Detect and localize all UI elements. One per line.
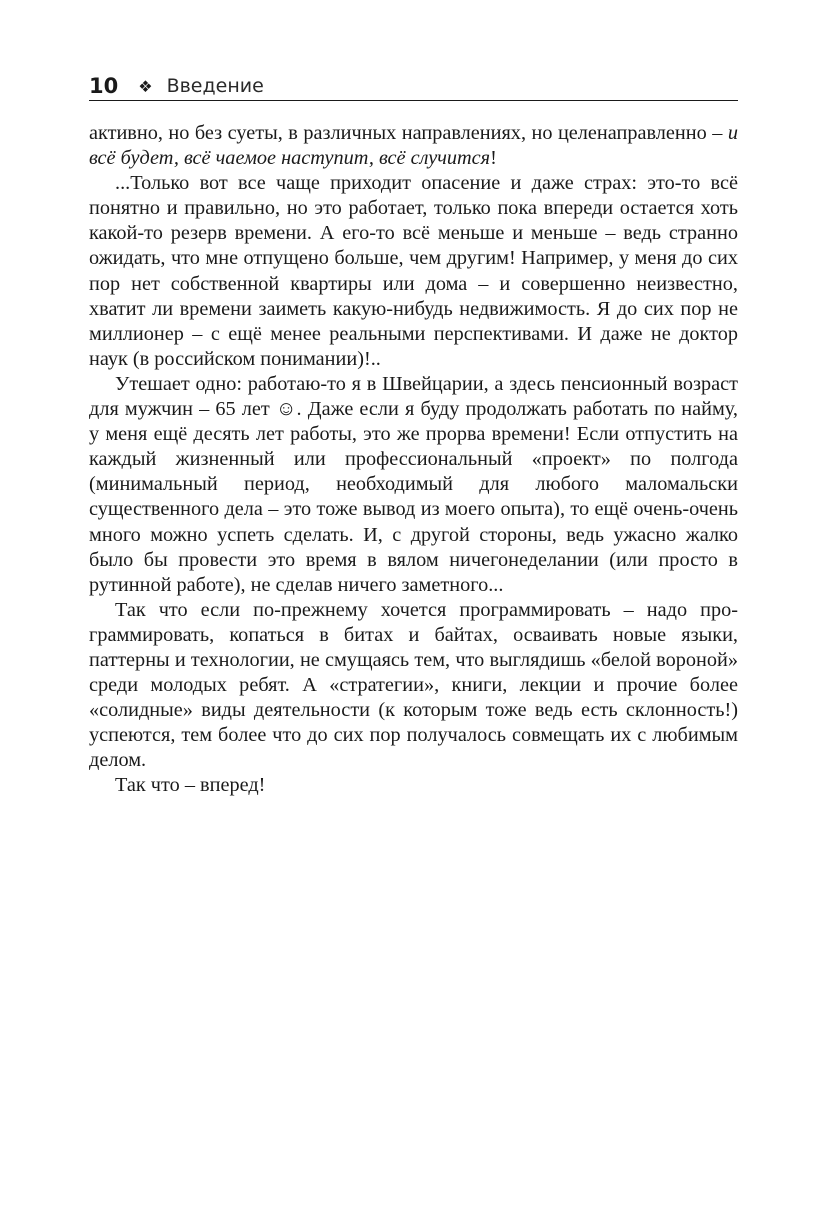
page-number: 10 bbox=[89, 74, 119, 98]
paragraph-2: ...Только вот все чаще приходит опасение и даже страх: это-то всё понятно и правильно, но это работает, только пока впереди остается хоть какой-то резерв времени. А его-то всё меньше и меньше – ведь странно ожидать, что мне отпущено больше, чем другим! Например, у меня до сих пор нет собственной квартиры или дома – и совершенно неизвестно, хватит ли времени заиметь какую-нибудь недвижимость. Я до сих пор не миллионер – с ещё менее реальными перспективами. И даже не доктор наук (в российском понимании)!.. bbox=[89, 172, 738, 370]
paragraph-1 bbox=[89, 121, 738, 171]
paragraph-1-text: активно, но без суеты, в различных направлениях, но целенаправленно – bbox=[89, 122, 728, 144]
paragraph-3: Утешает одно: работаю-то я в Швейцарии, а здесь пенсионный возраст для мужчин – 65 лет ☺. Даже если я буду продолжать работать по найму, у меня ещё десять лет работы, это же прорва времени! Если отпустить на каждый жизненный или профессиональный «проект» по полгода (минимальный период, необходимый для любого маломальски существенного дела – это тоже вывод из моего опыта), то ещё очень-очень много можно успеть сделать. И, с другой стороны, ведь ужасно жалко было бы провести это время в вялом ничегонеделании (или просто в рутинной работе), не сделав ничего заметного... bbox=[89, 372, 738, 596]
paragraph-5: Так что – вперед! bbox=[115, 774, 266, 797]
chapter-title: Введение bbox=[166, 75, 264, 97]
book-page bbox=[89, 72, 738, 799]
paragraph-4: Так что если по-прежнему хочется программировать – надо программировать, копаться в битах и байтах, осваивать новые языки, паттерны и технологии, не смущаясь тем, что выглядишь «белой вороной» среди молодых ребят. А «стратегии», книги, лекции и прочие более «солидные» виды деятельности (к которым тоже ведь есть склонность!) успеются, тем более что до сих пор получалось совмещать их с любимым делом. bbox=[89, 598, 738, 772]
body-text bbox=[89, 121, 738, 799]
four-diamond-ornament-icon: ❖ bbox=[138, 76, 153, 96]
paragraph-1-italic: и всё будет, всё чаемое наступит, всё случится bbox=[89, 122, 738, 170]
paragraph-1-end: ! bbox=[490, 147, 497, 170]
running-header bbox=[89, 72, 738, 101]
